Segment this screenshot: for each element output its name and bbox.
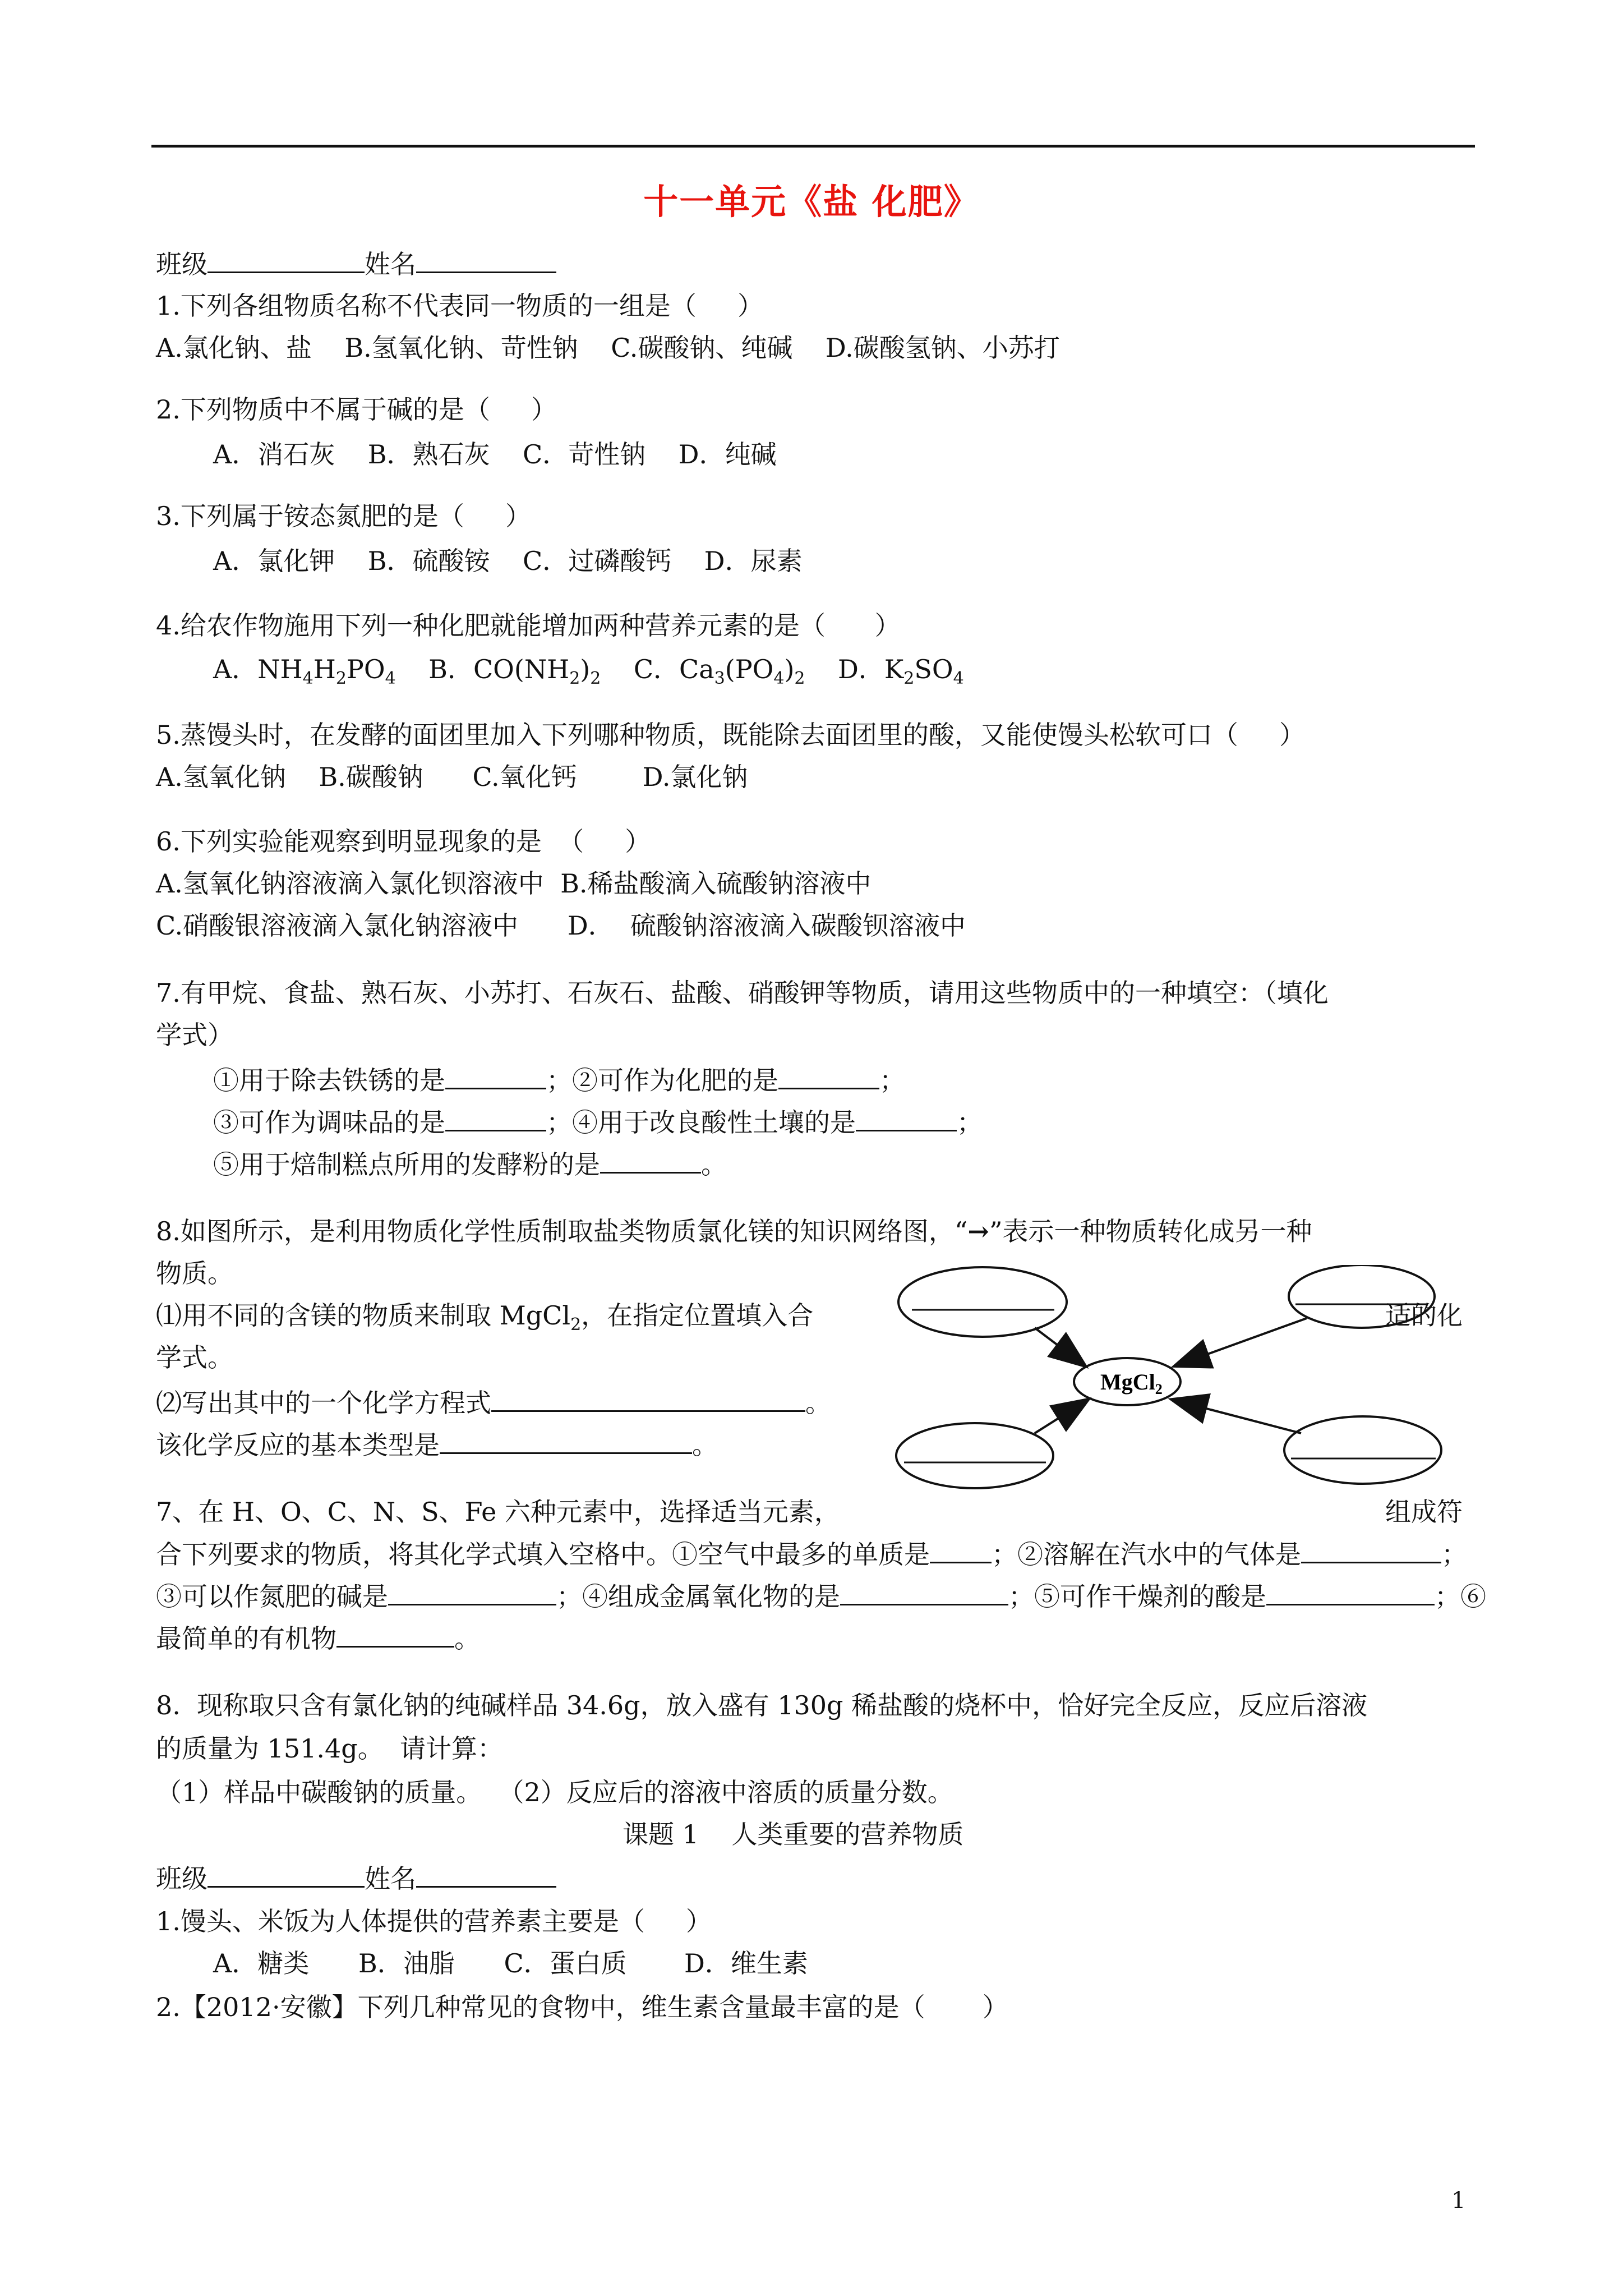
mgcl2-network-diagram <box>892 1265 1475 1495</box>
q1-stem: 1.下列各组物质名称不代表同一物质的一组是（ ） <box>156 291 763 321</box>
q8a-part-1-end: 适的化 <box>1385 1300 1463 1331</box>
q8a-part-1b: 学式。 <box>156 1342 233 1373</box>
q5-stem: 5.蒸馒头时，在发酵的面团里加入下列哪种物质，既能除去面团里的酸，又能使馒头松软可口（ ） <box>156 720 1305 750</box>
q8a-part-1: ⑴用不同的含镁的物质来制取 MgCl$_2$，在指定位置填入合 <box>156 1300 814 1335</box>
q7a-line-2: ③可作为调味品的是 ；④用于改良酸性土壤的是 ； <box>213 1105 983 1139</box>
lesson-q1-options: A．糖类 B．油脂 C．蛋白质 D．维生素 <box>213 1948 808 1978</box>
ellipse-bottom-right <box>1284 1416 1441 1484</box>
q1-options: A.氯化钠、盐 B.氢氧化钠、苛性钠 C.碳酸钠、纯碱 D.碳酸氢钠、小苏打 <box>156 333 1060 363</box>
q2-options: A．消石灰 B．熟石灰 C．苛性钠 D．纯碱 <box>213 439 777 470</box>
q7b-line-2: 合下列要求的物质，将其化学式填入空格中。①空气中最多的单质是 ；②溶解在汽水中的气体是 ； <box>156 1537 1467 1571</box>
ellipse-top-left <box>898 1267 1067 1337</box>
q8a-stem-2: 物质。 <box>156 1258 233 1289</box>
arrow-top-left <box>1035 1328 1085 1366</box>
arrow-symbol: → <box>967 1216 989 1246</box>
lesson-q2-stem: 2.【2012·安徽】下列几种常见的食物中，维生素含量最丰富的是（ ） <box>156 1992 1008 2022</box>
page-title: 十一单元《盐 化肥》 <box>643 181 980 222</box>
q8b-line-2: 的质量为 151.4g。 请计算： <box>156 1733 504 1764</box>
q6-options-ab: A.氢氧化钠溶液滴入氯化钡溶液中 B.稀盐酸滴入硫酸钠溶液中 <box>156 868 872 899</box>
page-number: 1 <box>1451 2188 1466 2214</box>
q7a-line-1: ①用于除去铁锈的是 ；②可作为化肥的是 ； <box>213 1063 905 1097</box>
q8b-line-3: （1）样品中碳酸钠的质量。 （2）反应后的溶液中溶质的质量分数。 <box>156 1777 953 1807</box>
mgcl2-node <box>1074 1358 1181 1405</box>
q7a-stem-2: 学式） <box>156 1020 233 1050</box>
arrow-top-right <box>1175 1318 1307 1366</box>
q7b-line-1: 7、在 H、O、C、N、S、Fe 六种元素中，选择适当元素， <box>156 1497 840 1527</box>
q4-stem: 4.给农作物施用下列一种化肥就能增加两种营养元素的是（ ） <box>156 610 901 641</box>
ellipse-bottom-left <box>896 1423 1053 1488</box>
q8a-stem-1: 8.如图所示，是利用物质化学性质制取盐类物质氯化镁的知识网络图，“→”表示一种物质转化成另一种 <box>156 1216 1312 1246</box>
q7a-stem-1: 7.有甲烷、食盐、熟石灰、小苏打、石灰石、盐酸、硝酸钾等物质，请用这些物质中的一种填空：（填化 <box>156 978 1329 1008</box>
class-name-line: 班级 姓名 <box>156 247 556 281</box>
q5-options: A.氢氧化钠 B.碳酸钠 C.氧化钙 D.氯化钠 <box>156 762 748 792</box>
q2-stem: 2.下列物质中不属于碱的是（ ） <box>156 394 557 425</box>
q4-options: A．$NH_4H_2PO_4$ B．$CO(NH_2)_2$ C．$Ca_3(PO_4)_2$ D．$K_2SO_4$ <box>213 654 964 688</box>
q8a-part-2: ⑵写出其中的一个化学方程式 。 <box>156 1386 831 1420</box>
header-rule <box>151 145 1475 148</box>
q8b-line-1: 8. 现称取只含有氯化钠的纯碱样品 34.6g，放入盛有 130g 稀盐酸的烧杯中，恰好完全反应，反应后溶液 <box>156 1690 1368 1720</box>
q8a-part-2b: 该化学反应的基本类型是 。 <box>156 1428 718 1462</box>
ellipse-top-right <box>1289 1265 1435 1328</box>
q3-stem: 3.下列属于铵态氮肥的是（ ） <box>156 501 531 531</box>
q6-stem: 6.下列实验能观察到明显现象的是 （ ） <box>156 826 651 857</box>
q6-options-cd: C.硝酸银溶液滴入氯化钠溶液中 D． 硫酸钠溶液滴入碳酸钡溶液中 <box>156 910 966 941</box>
q7b-line-4: 最简单的有机物 。 <box>156 1621 480 1655</box>
mgcl2-label: MgCl$_2$ <box>1100 1369 1163 1397</box>
q7a-line-3: ⑤用于焙制糕点所用的发酵粉的是 。 <box>213 1147 727 1181</box>
lesson-class-name-line: 班级 姓名 <box>156 1861 556 1895</box>
lesson-title: 课题 1 人类重要的营养物质 <box>623 1819 964 1849</box>
lesson-q1-stem: 1.馒头、米饭为人体提供的营养素主要是（ ） <box>156 1906 712 1936</box>
arrow-bottom-right <box>1172 1400 1301 1433</box>
arrow-bottom-left <box>1035 1400 1088 1433</box>
q7b-line-3: ③可以作氮肥的碱是 ；④组成金属氧化物的是 ；⑤可作干燥剂的酸是 ；⑥ <box>156 1579 1486 1613</box>
q7b-line-1-end: 组成符 <box>1385 1497 1463 1527</box>
q3-options: A．氯化钾 B．硫酸铵 C．过磷酸钙 D．尿素 <box>213 546 803 576</box>
